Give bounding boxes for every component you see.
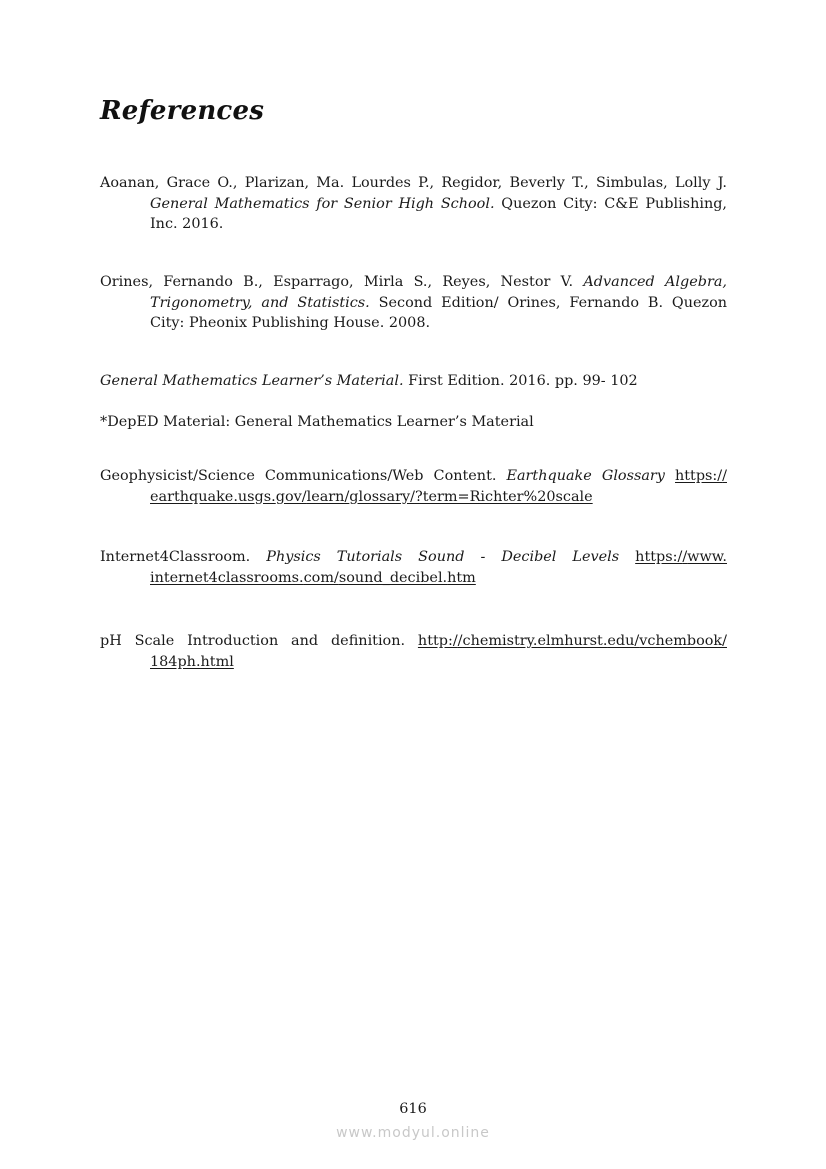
- reference-authors: Internet4Classroom.: [100, 549, 267, 565]
- reference-authors: pH Scale Introduction and definition.: [100, 633, 418, 649]
- reference-entry: [100, 466, 727, 507]
- page-title: References: [100, 96, 265, 126]
- reference-publisher: Second Edition/ Orines, Fernando B. Quezon City: Pheonix Publishing House. 2008.: [150, 294, 728, 331]
- reference-title: General Mathematics Learner’s Material.: [100, 373, 404, 389]
- reference-authors: Geophysicist/Science Communications/Web Content.: [100, 468, 507, 484]
- reference-authors: Aoanan, Grace O., Plarizan, Ma. Lourdes P., Regidor, Beverly T., Simbulas, Lolly J.: [100, 175, 727, 191]
- reference-entry: [100, 272, 727, 334]
- reference-title: Earthquake Glossary: [506, 468, 665, 484]
- reference-entry: [100, 547, 727, 588]
- page-number: 616: [399, 1101, 427, 1117]
- reference-note: *DepED Material: General Mathematics Learner’s Material: [100, 414, 534, 430]
- watermark: www.modyul.online: [336, 1125, 490, 1141]
- reference-link[interactable]: http://chemistry.elmhurst.edu/vchembook/184ph.html: [150, 633, 727, 670]
- reference-entry: [100, 412, 727, 433]
- reference-title: General Mathematics for Senior High School.: [150, 195, 495, 212]
- reference-link[interactable]: https://earthquake.usgs.gov/learn/glossary/?term=Richter%20scale: [150, 468, 727, 505]
- reference-title: Physics Tutorials Sound - Decibel Levels: [266, 549, 620, 565]
- reference-authors: Orines, Fernando B., Esparrago, Mirla S., Reyes, Nestor V.: [100, 274, 584, 290]
- reference-entry: [100, 173, 727, 235]
- reference-publisher: First Edition. 2016. pp. 99- 102: [403, 373, 638, 389]
- reference-entry: [100, 371, 727, 392]
- reference-entry: [100, 631, 727, 672]
- reference-publisher: Quezon City: C&E Publishing, Inc. 2016.: [150, 195, 727, 232]
- reference-link[interactable]: https://www.internet4classrooms.com/sound_decibel.htm: [150, 549, 727, 586]
- reference-title: Advanced Algebra, Trigonometry, and Statistics.: [150, 274, 727, 311]
